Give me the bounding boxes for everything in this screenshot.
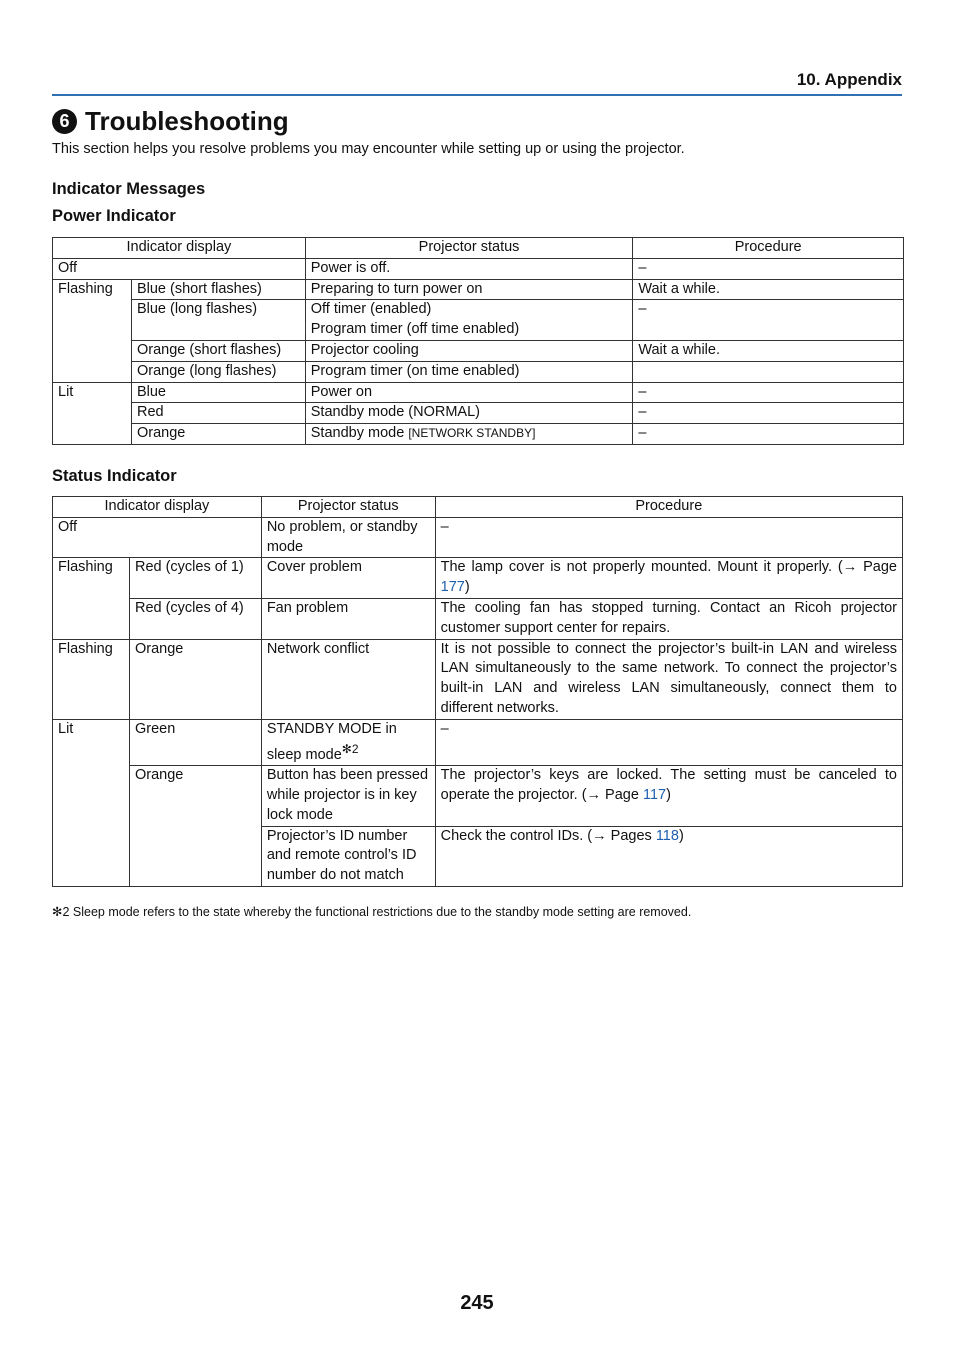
table-row [53,598,903,639]
cell-display-group: Flashing [53,558,130,639]
cell-procedure: – [435,719,902,765]
cell-status: Button has been pressed while projector is in key lock mode [261,766,435,826]
table-row [53,766,903,826]
table-row [53,361,904,382]
cell-status: Fan problem [261,598,435,639]
section-number-badge: 6 [52,109,77,134]
header-status: Projector status [261,497,435,518]
table-row [53,258,904,279]
cell-display-detail: Orange (short flashes) [131,340,305,361]
cell-procedure: Wait a while. [633,340,904,361]
intro-text: This section helps you resolve problems you may encounter while setting up or using the projector. [52,141,685,157]
cell-procedure [435,766,902,826]
cell-procedure: – [435,517,902,558]
header-display: Indicator display [53,497,262,518]
header-display: Indicator display [53,238,306,259]
table-row [53,558,903,599]
table-header-row [53,238,904,259]
cell-procedure: – [633,382,904,403]
cell-display-detail: Orange (long flashes) [131,361,305,382]
table-header-row [53,497,903,518]
cell-display-group: Flashing [53,639,130,719]
cell-display-detail: Orange [129,766,261,887]
table-row [53,279,904,300]
status-indicator-heading: Status Indicator [52,467,177,485]
table-row [53,382,904,403]
status-text: Standby mode [310,425,405,442]
page-title [52,106,289,137]
cell-procedure: It is not possible to connect the projector’s built-in LAN and wireless LAN simultaneously to the same network. To connect the projector’s built-in LAN and wireless LAN simultaneously, connect them to different networks. [435,639,902,719]
section-header: 10. Appendix [52,70,902,96]
table-row [53,719,903,765]
cell-display-detail: Red [131,403,305,424]
cell-display: Off [53,258,306,279]
header-procedure: Procedure [633,238,904,259]
cell-procedure [633,361,904,382]
page-link[interactable]: 177 [440,579,465,596]
cell-procedure: – [633,258,904,279]
page-link[interactable]: 118 [655,827,679,844]
cell-status: Preparing to turn power on [305,279,633,300]
procedure-close: ) [666,786,671,803]
indicator-messages-heading: Indicator Messages [52,180,206,198]
cell-display-detail: Red (cycles of 1) [129,558,261,599]
status-line: Program timer (off time enabled) [310,321,520,338]
cell-procedure: – [633,424,904,445]
status-text: STANDBY MODE in sleep mode [266,720,397,763]
procedure-text: Check the control IDs. (→ Pages [440,827,656,844]
status-line: Off timer (enabled) [310,301,432,318]
table-row [53,300,904,341]
procedure-text: The projector’s keys are locked. The setting must be canceled to operate the projector. (→ Page [440,767,897,803]
table-row [53,340,904,361]
procedure-close: ) [464,579,470,596]
table-row [53,517,903,558]
cell-status: Network conflict [261,639,435,719]
cell-display-detail: Orange [129,639,261,719]
cell-procedure: The cooling fan has stopped turning. Contact an Ricoh projector customer support center for repairs. [435,598,902,639]
cell-status: Power on [305,382,633,403]
cell-display-group: Lit [53,382,132,444]
cell-display-detail: Blue (long flashes) [131,300,305,341]
cell-display-detail: Blue (short flashes) [131,279,305,300]
cell-display-group: Flashing [53,279,132,382]
table-row [53,424,904,445]
cell-display-detail: Blue [131,382,305,403]
cell-status: Projector’s ID number and remote control’s ID number do not match [261,826,435,886]
cell-procedure: – [633,403,904,424]
page-title-text: Troubleshooting [85,106,289,136]
footnote-marker: ✻2 [341,741,359,756]
page-number: 245 [460,1292,494,1314]
cell-display-detail: Green [129,719,261,765]
procedure-text: The lamp cover is not properly mounted. Mount it properly. (→ Page [440,559,897,576]
page-link[interactable]: 117 [642,786,667,803]
cell-status [261,719,435,765]
cell-display: Off [53,517,262,558]
cell-status: Program timer (on time enabled) [305,361,633,382]
header-procedure: Procedure [435,497,902,518]
footnote: ✻2 Sleep mode refers to the state whereby the functional restrictions due to the standby mode setting are removed. [52,905,692,919]
cell-procedure [435,826,902,886]
status-small-text: [NETWORK STANDBY] [408,426,536,441]
header-status: Projector status [305,238,633,259]
cell-status: Projector cooling [305,340,633,361]
cell-procedure: Wait a while. [633,279,904,300]
table-row [53,639,903,719]
procedure-close: ) [678,827,684,844]
cell-status [305,424,633,445]
status-indicator-table [52,496,903,887]
cell-status: Standby mode (NORMAL) [305,403,633,424]
power-indicator-heading: Power Indicator [52,207,176,225]
power-indicator-table [52,237,904,445]
cell-status [305,300,633,341]
cell-procedure [435,558,902,599]
cell-status: No problem, or standby mode [261,517,435,558]
cell-status: Power is off. [305,258,633,279]
table-row [53,403,904,424]
cell-status: Cover problem [261,558,435,599]
cell-procedure: – [633,300,904,341]
cell-display-group: Lit [53,719,130,886]
cell-display-detail: Orange [131,424,305,445]
cell-display-detail: Red (cycles of 4) [129,598,261,639]
